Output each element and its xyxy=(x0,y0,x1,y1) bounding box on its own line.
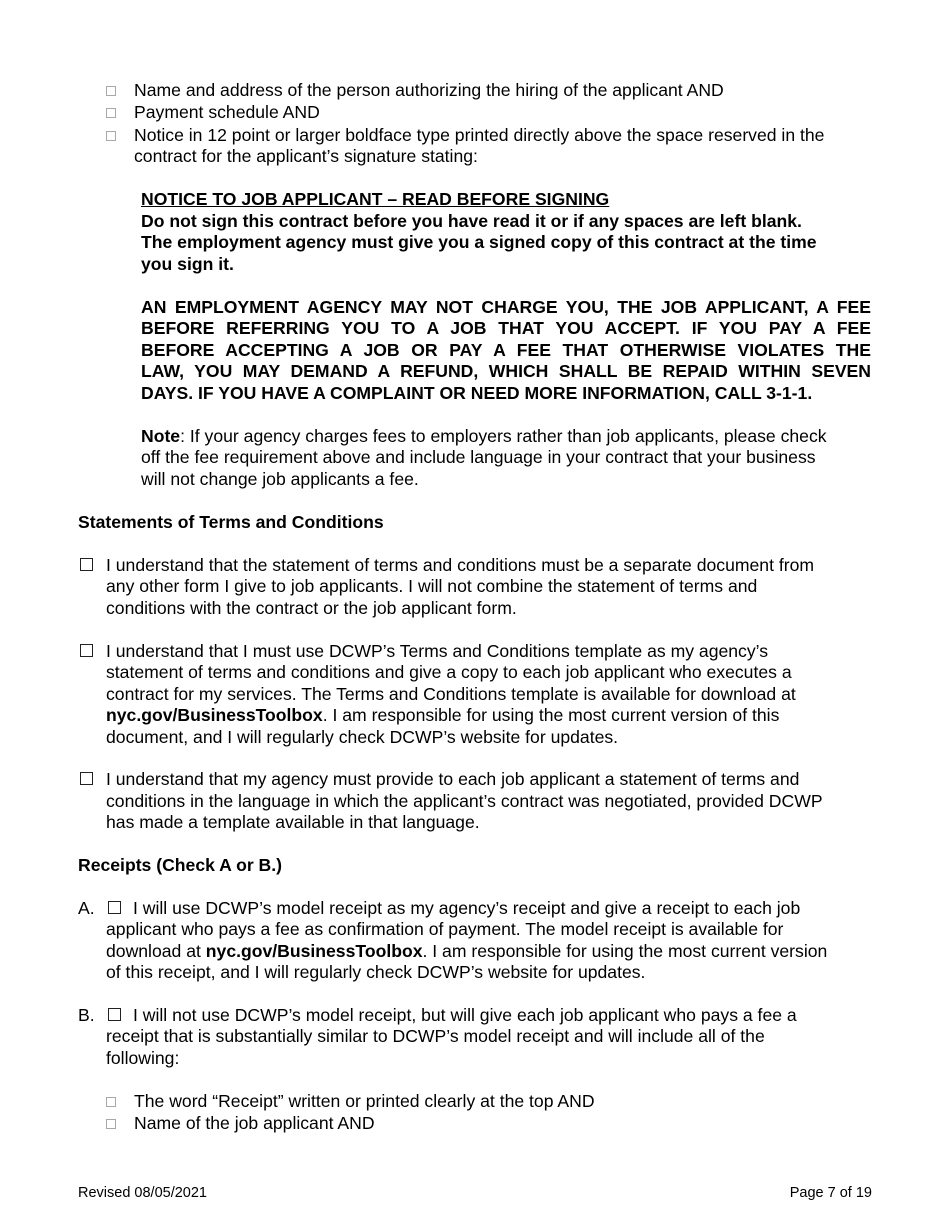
note-text: : If your agency charges fees to employers rather than job applicants, please check xyxy=(180,426,827,446)
terms-item-text: any other form I give to job applicants. I will not combine the statement of terms and xyxy=(106,576,758,596)
section-heading-terms: Statements of Terms and Conditions xyxy=(78,512,384,532)
note-line: off the fee requirement above and include language in your contract that your business xyxy=(141,447,816,467)
terms-item-text: I understand that I must use DCWP’s Terms and Conditions template as my agency’s xyxy=(106,641,769,661)
bullet-text: Name of the job applicant AND xyxy=(134,1113,375,1133)
bullet-text: The word “Receipt” written or printed clearly at the top AND xyxy=(134,1091,595,1111)
receipt-a-text: I will use DCWP’s model receipt as my agency’s receipt and give a receipt to each job xyxy=(133,898,801,918)
checkbox-terms-separate[interactable] xyxy=(80,558,93,571)
notice-caps-line: DAYS. IF YOU HAVE A COMPLAINT OR NEED MORE INFORMATION, CALL 3-1-1. xyxy=(141,383,813,403)
note-line: will not change job applicants a fee. xyxy=(141,469,419,489)
receipt-b-text: receipt that is substantially similar to DCWP’s model receipt and will include all of the xyxy=(106,1026,765,1046)
checkbox-terms-template[interactable] xyxy=(80,644,93,657)
receipt-a-text: applicant who pays a fee as confirmation of payment. The model receipt is available for xyxy=(106,919,784,939)
terms-item-text xyxy=(106,705,779,727)
business-toolbox-link[interactable]: nyc.gov/BusinessToolbox xyxy=(106,705,323,725)
checkbox-applicant-name[interactable] xyxy=(106,1119,116,1129)
checkbox-notice[interactable] xyxy=(106,131,116,141)
business-toolbox-link[interactable]: nyc.gov/BusinessToolbox xyxy=(205,941,423,961)
receipt-a-text-head: download at xyxy=(106,941,206,961)
receipt-b-text: following: xyxy=(106,1048,180,1068)
terms-item-text: I understand that my agency must provide to each job applicant a statement of terms and xyxy=(106,769,800,789)
terms-item-text: document, and I will regularly check DCWP’s website for updates. xyxy=(106,727,619,747)
footer-page-number: Page 7 of 19 xyxy=(789,1185,872,1201)
option-letter-b: B. xyxy=(78,1005,95,1025)
bullet-text: Notice in 12 point or larger boldface type printed directly above the space reserved in the xyxy=(134,125,825,145)
footer-revised: Revised 08/05/2021 xyxy=(78,1185,207,1201)
terms-item-text-tail: . I am responsible for using the most current version of this xyxy=(322,705,780,725)
notice-caps-line: BEFORE REFERRING YOU TO A JOB THAT YOU ACCEPT. IF YOU PAY A FEE xyxy=(141,318,871,338)
notice-heading: NOTICE TO JOB APPLICANT – READ BEFORE SIGNING xyxy=(141,189,610,209)
checkbox-receipt-a[interactable] xyxy=(108,901,121,914)
receipt-a-text xyxy=(106,941,827,963)
bullet-text: contract for the applicant’s signature stating: xyxy=(134,146,478,166)
receipt-b-text: I will not use DCWP’s model receipt, but will give each job applicant who pays a fee a xyxy=(133,1005,797,1025)
terms-item-text: conditions with the contract or the job applicant form. xyxy=(106,598,517,618)
bullet-text: Payment schedule AND xyxy=(134,102,320,122)
notice-paragraph: Do not sign this contract before you have read it or if any spaces are left blank. xyxy=(141,211,802,231)
terms-item-text: has made a template available in that language. xyxy=(106,812,480,832)
option-letter-a: A. xyxy=(78,898,95,918)
checkbox-receipt-word[interactable] xyxy=(106,1097,116,1107)
receipt-a-text-tail: . I am responsible for using the most current version xyxy=(422,941,828,961)
terms-item-text: I understand that the statement of terms and conditions must be a separate document from xyxy=(106,555,815,575)
notice-caps-line: AN EMPLOYMENT AGENCY MAY NOT CHARGE YOU, THE JOB APPLICANT, A FEE xyxy=(141,297,871,317)
notice-paragraph: you sign it. xyxy=(141,254,234,274)
notice-paragraph: The employment agency must give you a signed copy of this contract at the time xyxy=(141,232,817,252)
receipt-a-text: of this receipt, and I will regularly check DCWP’s website for updates. xyxy=(106,962,646,982)
note-label: Note xyxy=(141,426,181,446)
checkbox-terms-language[interactable] xyxy=(80,772,93,785)
checkbox-payment-schedule[interactable] xyxy=(106,108,116,118)
notice-caps-line: LAW, YOU MAY DEMAND A REFUND, WHICH SHALL BE REPAID WITHIN SEVEN xyxy=(141,361,871,381)
notice-caps-line: BEFORE ACCEPTING A JOB OR PAY A FEE THAT OTHERWISE VIOLATES THE xyxy=(141,340,871,360)
terms-item-text: statement of terms and conditions and give a copy to each job applicant who executes a xyxy=(106,662,792,682)
terms-item-text: contract for my services. The Terms and Conditions template is available for download at xyxy=(106,684,796,704)
section-heading-receipts: Receipts (Check A or B.) xyxy=(78,855,283,875)
checkbox-hiring-authorizer[interactable] xyxy=(106,86,116,96)
terms-item-text: conditions in the language in which the applicant’s contract was negotiated, provided DCWP xyxy=(106,791,823,811)
note-line xyxy=(141,426,827,448)
bullet-text: Name and address of the person authorizing the hiring of the applicant AND xyxy=(134,80,724,100)
checkbox-receipt-b[interactable] xyxy=(108,1008,121,1021)
